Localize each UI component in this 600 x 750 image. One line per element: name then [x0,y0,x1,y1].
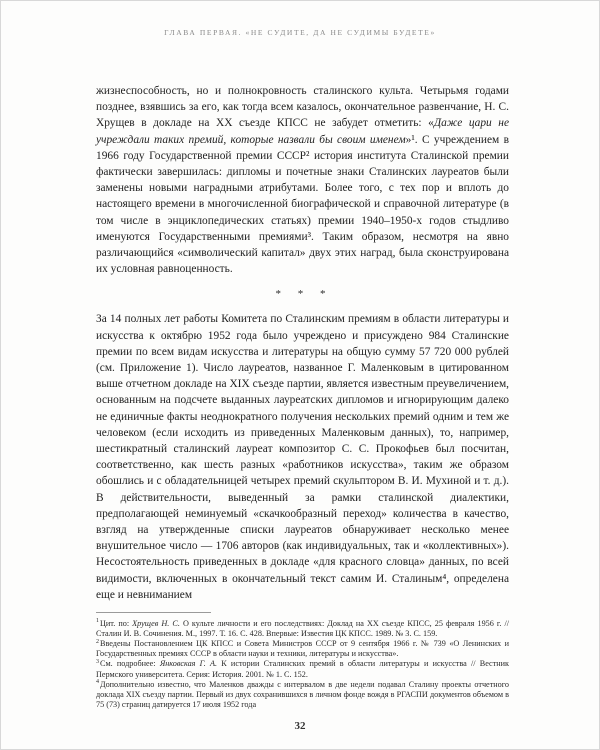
footnote-1 [96,619,509,639]
footnote-text: Цит. по: [100,619,133,629]
footnotes-block [96,619,509,710]
footnote-text: Введены Постановлением ЦК КПСС и Совета Министров СССР от 9 сентября 1966 г. № 739 «О Ленинских и Государственных премиях СССР в области науки и техники, литературы и искусства». [96,639,509,659]
footnote-marker: 2 [96,638,99,645]
footnote-text: Дополнительно известно, что Маленков дважды с интервалом в две недели подавал Сталину проекты отчетного доклада XIX съезду партии. Первый из двух сохранившихся в личном фонде вождя в РГАСПИ документов объемом в 75 (73) страниц датируется 17 июля 1952 года [96,679,509,709]
footnote-author-italic: Янковская Г. А. [159,659,218,669]
text-block [96,83,509,710]
section-separator: * * * [275,288,333,301]
footnote-3 [96,659,509,679]
running-header: ГЛАВА ПЕРВАЯ. «НЕ СУДИТЕ, ДА НЕ СУДИМЫ БУДЕТЕ» [164,28,436,37]
footnote-text: См. подробнее: [100,659,160,669]
footnote-marker: 4 [96,678,99,685]
footnote-text: К истории Сталинских премий в области литературы и искусства // Вестник Пермского университета. Серия: История. 2001. № 1. С. 152. [96,659,510,679]
footnote-4 [96,680,509,710]
footnote-text: О культе личности и его последствиях: Доклад на XX съезде КПСС, 25 февраля 1956 г. // Сталин И. В. Сочинения. М., 1997. Т. 16. С. 428. Впервые: Известия ЦК КПСС. 1989. № 3. С. 159. [96,619,509,639]
page-number: 32 [294,720,306,732]
footnote-divider [96,612,211,613]
footnote-marker: 1 [96,618,99,625]
quoted-emphasis-text: Даже цари не учреждали таких премий, которые назвали бы своим именем [96,117,509,146]
body-paragraph-1 [96,83,509,277]
footnote-marker: 3 [96,658,99,665]
paragraph-text: жизнеспособность, но и полнокровность сталинского культа. Четырьмя годами позднее, взявшись за его, как тогда всем казалось, окончательное развенчание, Н. С. Хрущев в докладе на XX съезде КПСС не забудет отметить: « [96,85,509,130]
footnote-author-italic: Хрущев Н. С. [132,619,180,629]
footnote-2 [96,639,509,659]
paragraph-text: »¹. С учреждением в 1966 году Государственной премии СССР² история института Сталинской премии фактически завершилась: дипломы и почетные знаки Сталинских лауреатов были заменены новыми наградными атрибутами. Более того, с тех пор и вплоть до настоящего времени в многочисленной биографической и справочной литературе (в том числе в энциклопедических статьях) премии 1940–1950-х годов стыдливо именуются Государственными премиями³. Таким образом, несмотря на явно различающийся «символический капитал» двух этих наград, была сконструирована их условная равноценность. [96,133,509,276]
body-paragraph-2: За 14 полных лет работы Комитета по Сталинским премиям в области литературы и искусства к октябрю 1952 года было учреждено и присуждено 984 Сталинские премии по всем видам искусства и литературы на общую сумму 57 720 000 рублей (см. Приложение 1). Число лауреатов, названное Г. Маленковым в цитированном выше отчетном докладе на XIX съезде партии, является известным преувеличением, основанным на подсчете выданных лауреатских дипломов и игнорирующим далеко не единичные факты неоднократного получения нескольких премий одним и тем же человеком (если исходить из приведенных Маленковым данных), то, например, шестикратный сталинский лауреат композитор С. С. Прокофьев был посчитан, соответственно, как шесть разных «работников искусства», таким же образом обошлись и с обладательницей четырех премий скульптором В. И. Мухиной и т. д.). В действительности, выведенный за рамки сталинской диалектики, предполагающей неминуемый «скачкообразный переход» количества в качество, взгляд на утвержденные списки лауреатов обнаруживает несколько менее внушительное число — 1706 авторов (как индивидуальных, так и «коллективных»). Несостоятельность приведенных в докладе «для красного словца» данных, по всей видимости, включенных в окончательный текст самим И. Сталиным⁴, определена еще и невниманием [96,313,509,601]
